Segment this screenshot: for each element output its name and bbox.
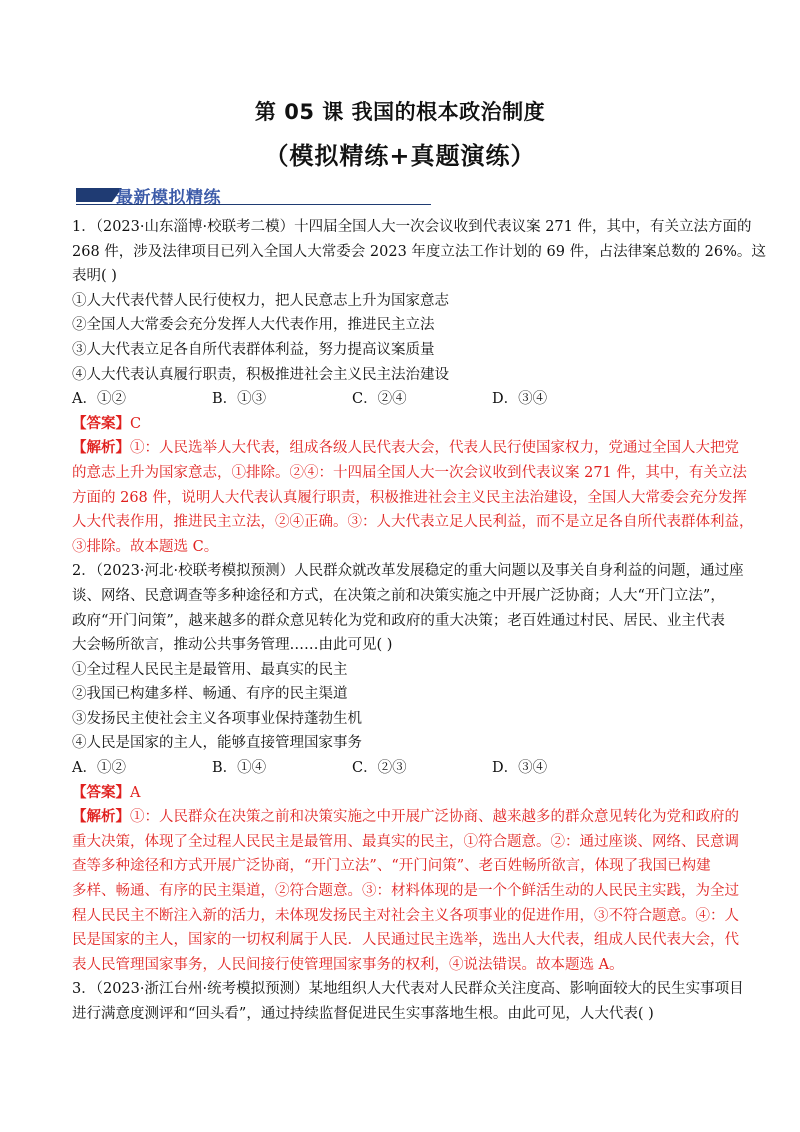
question-3 xyxy=(72,977,744,1026)
analysis-line: 查等多种途径和方式开展广泛协商，“开门立法”、“开门问策”、老百姓畅所欲言，体现了我国已构建 xyxy=(72,858,711,875)
analysis-line: 重大决策，体现了全过程人民民主是最管用、最真实的民主，①符合题意。②：通过座谈、网络、民意调 xyxy=(72,833,739,850)
statement-option: ①人大代表代替人民行使权力，把人民意志上升为国家意志 xyxy=(72,292,449,309)
analysis-text: ①：人民群众在决策之前和决策实施之中开展广泛协商、越来越多的群众意见转化为党和政府的 xyxy=(130,809,739,826)
statement-option: ②全国人大常委会充分发挥人大代表作用，推进民主立法 xyxy=(72,317,435,334)
choice-c: C．②④ xyxy=(352,391,407,408)
answer-choices xyxy=(72,387,732,412)
answer-value: C xyxy=(130,415,142,432)
answer-tag: 【答案】 xyxy=(72,414,130,432)
choice-a: A．①② xyxy=(72,391,126,408)
question-stem-line: 表明( ) xyxy=(72,268,117,285)
answer-value: A xyxy=(130,784,141,801)
section-divider xyxy=(76,204,431,205)
statement-option: ④人大代表认真履行职责，积极推进社会主义民主法治建设 xyxy=(72,366,449,383)
analysis-line: 程人民民主不断注入新的活力，未体现发扬民主对社会主义各项事业的促进作用，③不符合题意。④：人 xyxy=(72,907,739,924)
question-stem-line: 3．（2023·浙江台州·统考模拟预测）某地组织人大代表对人民群众关注度高、影响面较大的民生实事项目 xyxy=(72,981,744,998)
statement-option: ③人大代表立足各自所代表群体利益，努力提高议案质量 xyxy=(72,341,435,358)
statement-option: ①全过程人民民主是最管用、最真实的民主 xyxy=(72,661,348,678)
choice-d: D．③④ xyxy=(492,760,548,777)
analysis-line: 方面的 268 件，说明人大代表认真履行职责，积极推进社会主义民主法治建设，全国人大常委会充分发挥 xyxy=(72,489,747,506)
choice-b: B．①④ xyxy=(212,760,267,777)
statement-option: ②我国已构建多样、畅通、有序的民主渠道 xyxy=(72,686,348,703)
statement-option: ③发扬民主使社会主义各项事业保持蓬勃生机 xyxy=(72,710,362,727)
analysis-line: 多样、畅通、有序的民主渠道，②符合题意。③：材料体现的是一个个鲜活生动的人民民主实践，为全过 xyxy=(72,883,739,900)
section-bar-icon xyxy=(76,188,112,202)
analysis-line: 的意志上升为国家意志，①排除。②④：十四届全国人大一次会议收到代表议案 271 件，其中，有关立法 xyxy=(72,464,747,481)
question-stem-line: 政府“开门问策”，越来越多的群众意见转化为党和政府的重大决策；老百姓通过村民、居民、业主代表 xyxy=(72,612,725,629)
question-stem-line: 1．（2023·山东淄博·校联考二模）十四届全国人大一次会议收到代表议案 271 件，其中，有关立法方面的 xyxy=(72,219,752,235)
answer-line xyxy=(72,781,732,806)
lesson-title: 第 05 课 我国的根本政治制度 xyxy=(254,100,546,124)
question-stem-line: 进行满意度测评和“回头看”，通过持续监督促进民生实事落地生根。由此可见，人大代表( ) xyxy=(72,1006,654,1022)
question-stem-line: 大会畅所欲言，推动公共事务管理……由此可见( ) xyxy=(72,637,393,654)
question-1 xyxy=(72,215,766,559)
analysis-line xyxy=(72,805,739,830)
question-stem-line: 268 件，涉及法律项目已列入全国人大常委会 2023 年度立法工作计划的 69 件，占法律案总数的 26%。这 xyxy=(72,243,766,260)
question-list xyxy=(72,215,766,1027)
section-label: 最新模拟精练 xyxy=(116,188,221,208)
analysis-tag: 【解析】 xyxy=(72,808,130,826)
question-stem-line: 谈、网络、民意调查等多种途径和方式，在决策之前和决策实施之中开展广泛协商；人大“开门立法”， xyxy=(72,587,725,604)
statement-option: ④人民是国家的主人，能够直接管理国家事务 xyxy=(72,735,362,752)
analysis-line: 民是国家的主人，国家的一切权利属于人民．人民通过民主选举，选出人大代表，组成人民代表大会，代 xyxy=(72,932,739,949)
question-2 xyxy=(72,559,744,977)
analysis-line xyxy=(72,436,739,461)
analysis-tag: 【解析】 xyxy=(72,439,130,457)
analysis-line: ③排除。故本题选 C。 xyxy=(72,538,219,555)
analysis-line: 人大代表作用，推进民主立法，②④正确。③：人大代表立足人民利益，而不是立足各自所代表群体利益， xyxy=(72,514,754,531)
analysis-line: 表人民管理国家事务，人民间接行使管理国家事务的权利，④说法错误。故本题选 A。 xyxy=(72,956,624,973)
lesson-subtitle: （模拟精练+真题演练） xyxy=(264,142,536,170)
choice-c: C．②③ xyxy=(352,760,407,777)
analysis-text: ①：人民选举人大代表，组成各级人民代表大会，代表人民行使国家权力，党通过全国人大把党 xyxy=(130,440,739,457)
section-header xyxy=(76,183,431,207)
answer-line xyxy=(72,412,732,437)
choice-d: D．③④ xyxy=(492,391,548,408)
answer-tag: 【答案】 xyxy=(72,783,130,801)
question-stem-line: 2．（2023·河北·校联考模拟预测）人民群众就改革发展稳定的重大问题以及事关自身利益的问题，通过座 xyxy=(72,563,744,580)
choice-b: B．①③ xyxy=(212,391,267,408)
choice-a: A．①② xyxy=(72,760,126,777)
answer-choices xyxy=(72,756,732,781)
